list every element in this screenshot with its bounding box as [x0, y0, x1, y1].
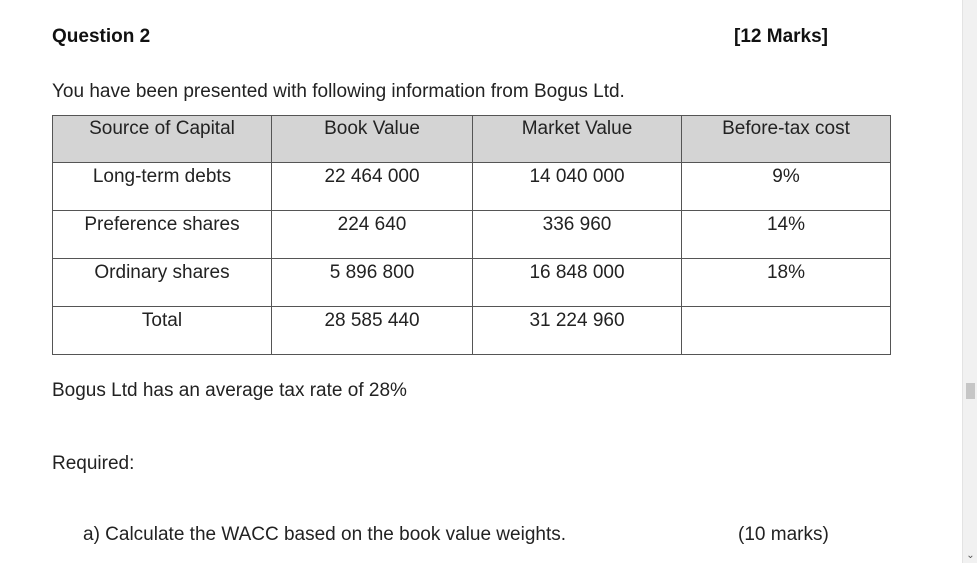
table-cell: Preference shares [53, 211, 272, 259]
table-cell: 224 640 [272, 211, 473, 259]
table-cell: 18% [682, 259, 891, 307]
question-marks: [12 Marks] [734, 26, 828, 47]
table-cell: Total [53, 307, 272, 355]
part-a-marks: (10 marks) [738, 524, 829, 545]
question-title: Question 2 [52, 26, 151, 47]
tax-rate-note: Bogus Ltd has an average tax rate of 28% [52, 380, 407, 401]
table-header-row [53, 116, 891, 163]
table-total-row [53, 307, 891, 355]
required-label: Required: [52, 453, 135, 474]
table-cell: Ordinary shares [53, 259, 272, 307]
vertical-scrollbar[interactable] [962, 0, 977, 563]
table-row [53, 211, 891, 259]
scrollbar-thumb[interactable] [966, 383, 975, 399]
table-row [53, 163, 891, 211]
table-cell: 31 224 960 [473, 307, 682, 355]
table-cell: 336 960 [473, 211, 682, 259]
header-before-tax-cost: Before-tax cost [682, 116, 891, 163]
table-cell: 5 896 800 [272, 259, 473, 307]
capital-table [52, 115, 891, 355]
table-cell [682, 307, 891, 355]
part-a-text: a) Calculate the WACC based on the book value weights. [83, 524, 567, 545]
table-cell: 28 585 440 [272, 307, 473, 355]
table-cell: 14% [682, 211, 891, 259]
table-cell: 16 848 000 [473, 259, 682, 307]
header-market-value: Market Value [473, 116, 682, 163]
header-source-of-capital: Source of Capital [53, 116, 272, 163]
header-book-value: Book Value [272, 116, 473, 163]
table-cell: 14 040 000 [473, 163, 682, 211]
scroll-down-arrow-icon[interactable]: ⌄ [966, 550, 975, 561]
intro-text: You have been presented with following information from Bogus Ltd. [52, 81, 625, 102]
table-row [53, 259, 891, 307]
table-cell: Long-term debts [53, 163, 272, 211]
table-cell: 9% [682, 163, 891, 211]
table-cell: 22 464 000 [272, 163, 473, 211]
